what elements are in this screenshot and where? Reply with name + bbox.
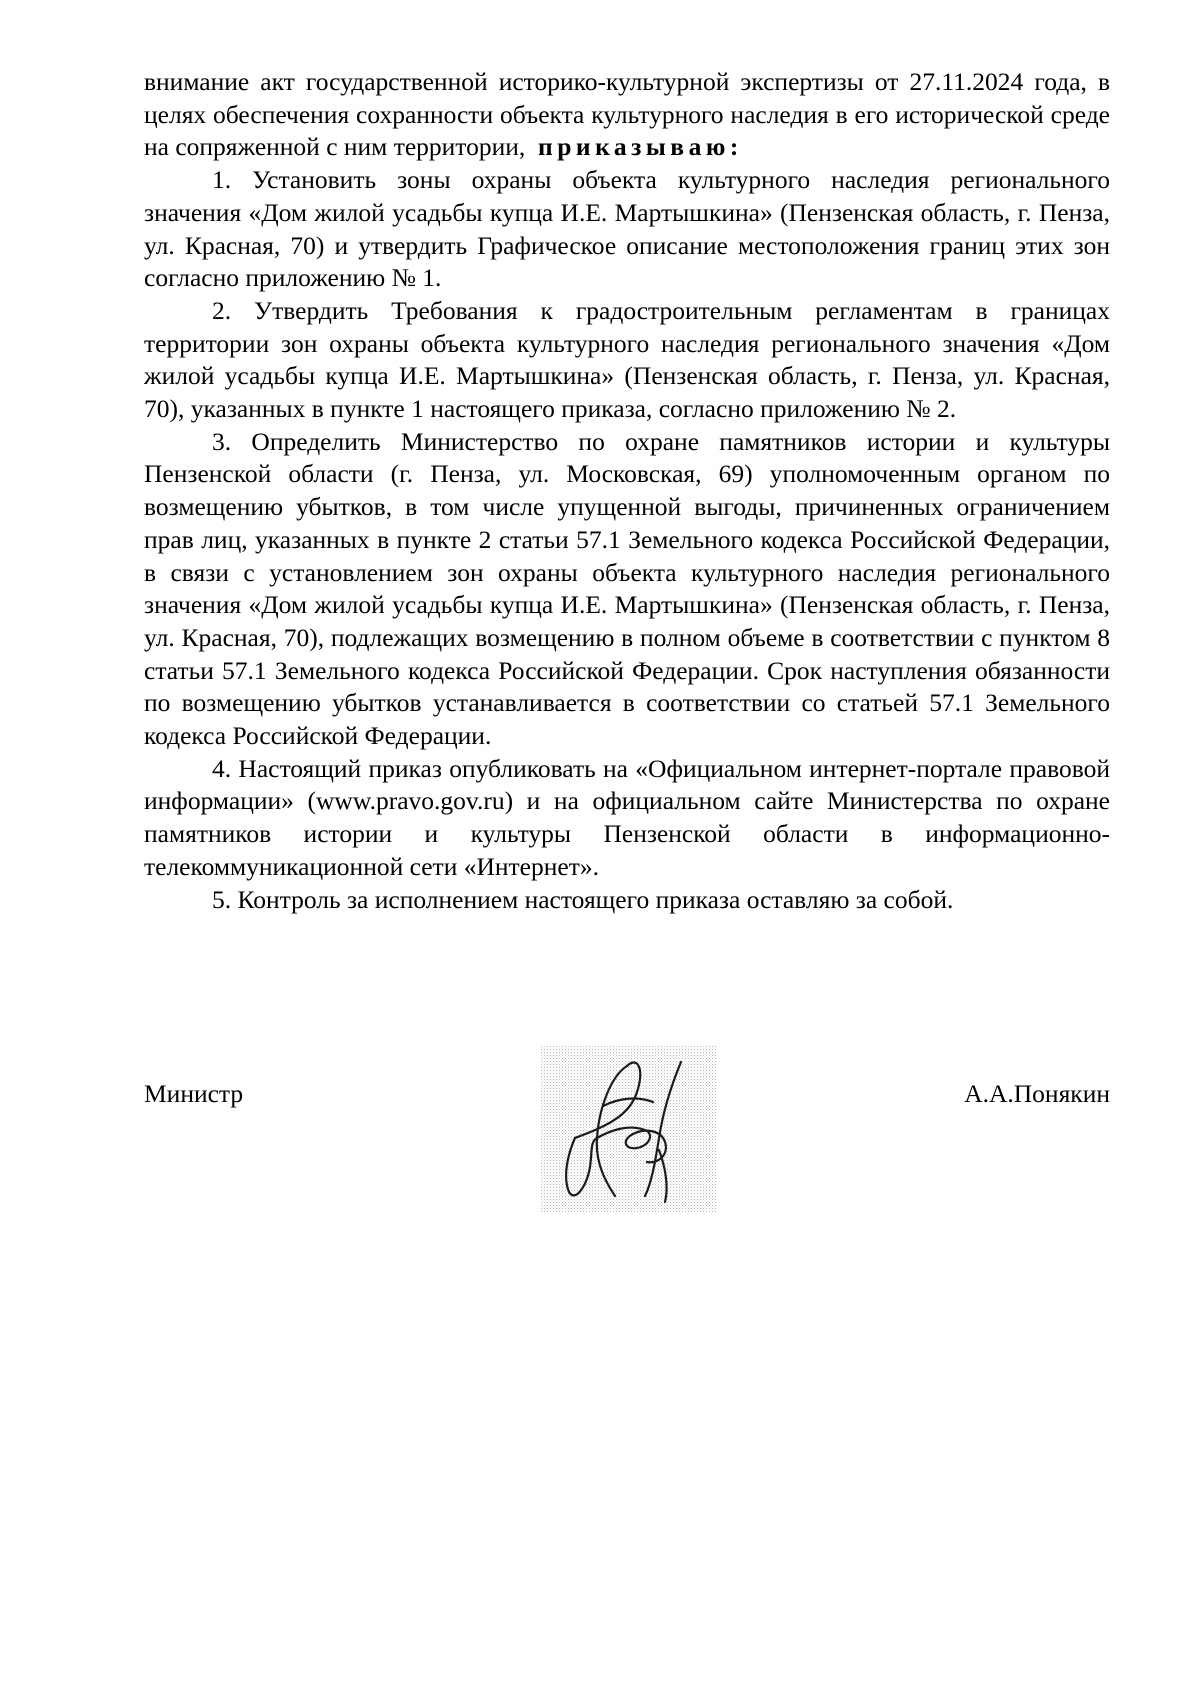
signature-block <box>144 1046 1110 1216</box>
order-item-3: 3. Определить Министерство по охране памятников истории и культуры Пензенской области (г. Пенза, ул. Московская, 69) уполномоченным органом по возмещению убытков, в том числе упущенной выгоды, причиненных ограничением прав лиц, указанных в пункте 2 статьи 57.1 Земельного кодекса Российской Федерации, в связи с установлением зон охраны объекта культурного наследия регионального значения «Дом жилой усадьбы купца И.Е. Мартышкина» (Пензенская область, г. Пенза, ул. Красная, 70), подлежащих возмещению в полном объеме в соответствии с пунктом 8 статьи 57.1 Земельного кодекса Российской Федерации. Срок наступления обязанности по возмещению убытков устанавливается в соответствии со статьей 57.1 Земельного кодекса Российской Федерации. <box>144 426 1110 751</box>
intro-text: внимание акт государственной историко-культурной экспертизы от 27.11.2024 года, в целях обеспечения сохранности объекта культурного наследия в его исторической среде на сопряженной с ним территории, <box>144 67 1110 162</box>
intro-paragraph <box>144 66 1110 164</box>
order-item-5: 5. Контроль за исполнением настоящего приказа оставляю за собой. <box>212 884 954 914</box>
handwritten-signature-icon <box>541 1046 716 1212</box>
signatory-position: Министр <box>144 1079 244 1108</box>
order-item-1: 1. Установить зоны охраны объекта культурного наследия регионального значения «Дом жилой усадьбы купца И.Е. Мартышкина» (Пензенская область, г. Пенза, ул. Красная, 70) и утвердить Графическое описание местоположения границ этих зон согласно приложению № 1. <box>144 165 1110 293</box>
document-body <box>144 66 1110 916</box>
order-item-4: 4. Настоящий приказ опубликовать на «Официальном интернет-портале правовой информации» (www.pravo.gov.ru) и на официальном сайте Министерства по охране памятников истории и культуры Пензенской области в информационно-телекоммуникационной сети «Интернет». <box>144 753 1110 881</box>
order-item-2: 2. Утвердить Требования к градостроительным регламентам в границах территории зон охраны объекта культурного наследия регионального значения «Дом жилой усадьбы купца И.Е. Мартышкина» (Пензенская область, г. Пенза, ул. Красная, 70), указанных в пункте 1 настоящего приказа, согласно приложению № 2. <box>144 295 1110 424</box>
signatory-name: А.А.Понякин <box>964 1079 1110 1108</box>
order-word: приказываю: <box>538 132 743 162</box>
